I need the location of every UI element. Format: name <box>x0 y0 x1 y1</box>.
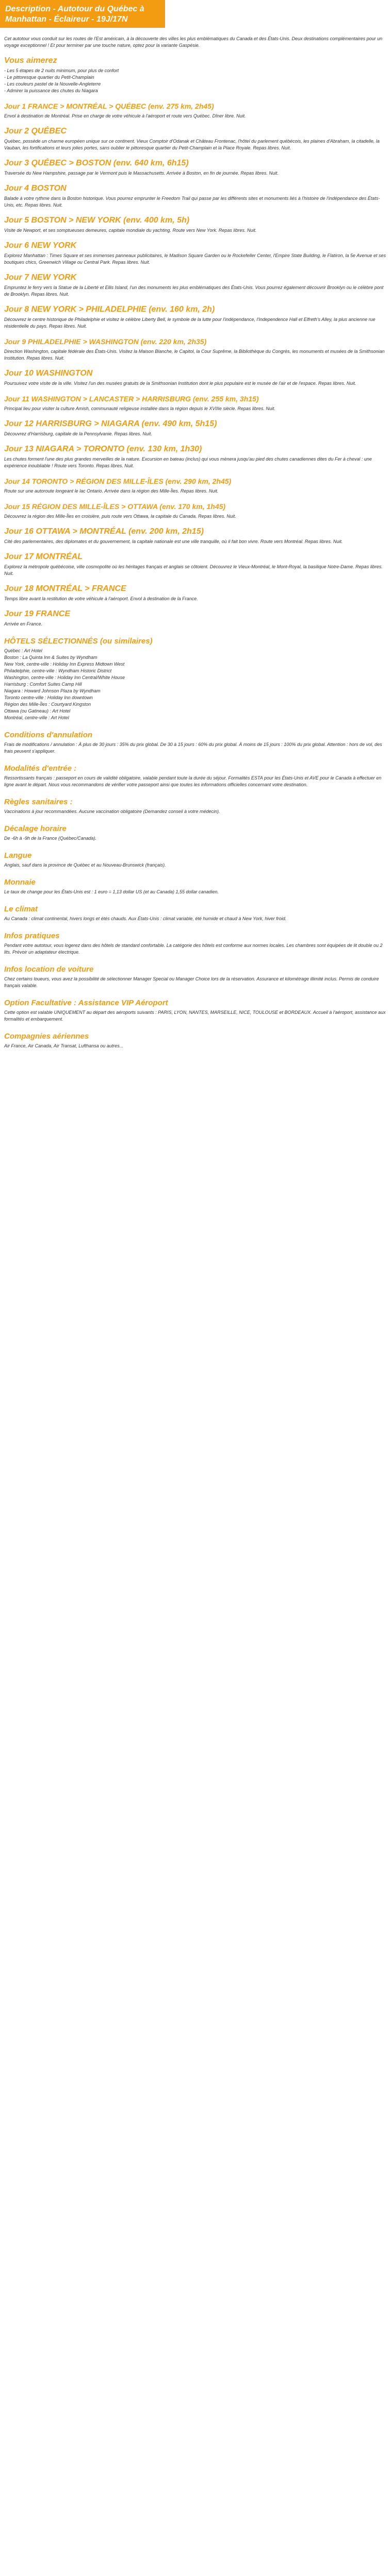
section-text: Pendant votre autotour, vous logerez dans des hôtels de standard confortable. La catégorie des hôtels est conforme aux normes locales. Les chambres sont équipées de lit double ou 2 lits. Prévoir un adaptateur électrique. <box>4 943 383 955</box>
day-heading: Jour 2 QUÉBEC <box>4 127 67 135</box>
section-text: Le taux de change pour les États-Unis est : 1 euro = 1,13 dollar US (et au Canada) 1,55 dollar canadien. <box>4 889 219 894</box>
hotel-item: Québec : Art Hotel <box>4 648 42 653</box>
day-description: Québec, possède un charme européen unique sur ce continent. Vieux Comptoir d'Odanak et Château Frontenac, l'hôtel du parlement québécois, les plaines d'Abraham, la citadelle, la Vauban, les fortifications et leurs jolies portes, sans oublier le pittoresque quartier du Petit-Champlain et la Place Royale. Repas libres. Nuit. <box>4 139 380 150</box>
section-heading: Modalités d'entrée : <box>4 764 77 773</box>
info-sections <box>0 731 391 1049</box>
section-heading: Règles sanitaires : <box>4 798 73 806</box>
page-title: Description - Autotour du Québec à Manhattan - Éclaireur - 19J/17N <box>5 5 144 24</box>
day-heading: Jour 10 WASHINGTON <box>4 369 93 378</box>
section-heading: Infos pratiques <box>4 931 60 940</box>
hotel-item: Philadelphie, centre-ville : Wyndham Historic District <box>4 668 112 673</box>
section-heading: Infos location de voiture <box>4 965 94 974</box>
section-text: Ressortissants français : passeport en cours de validité obligatoire, valable pendant toute la durée du séjour. Formalités ESTA pour les États-Unis et AVE pour le Canada à effectuer en ligne avant le départ. Nous vous recommandons de vérifier votre passeport ainsi que toutes les informations officielles concernant votre destination. <box>4 775 382 787</box>
section-heading: Langue <box>4 851 32 860</box>
day-heading: Jour 3 QUÉBEC > BOSTON (env. 640 km, 6h15) <box>4 159 189 167</box>
day-heading: Jour 12 HARRISBURG > NIAGARA (env. 490 km, 5h15) <box>4 419 217 428</box>
highlight-item: - Admirer la puissance des chutes du Niagara <box>4 88 98 93</box>
highlights-heading: Vous aimerez <box>4 56 57 65</box>
day-description: Principal lieu pour visiter la culture Amish, communauté religieuse installée dans la région depuis le XVIIIe siècle. Repas libres. Nuit. <box>4 406 275 411</box>
section-heading: Décalage horaire <box>4 824 67 833</box>
day-heading: Jour 14 TORONTO > RÉGION DES MILLE-ÎLES (env. 290 km, 2h45) <box>4 477 232 485</box>
section-heading: Conditions d'annulation <box>4 731 93 739</box>
days-list <box>0 101 391 628</box>
day-heading: Jour 9 PHILADELPHIE > WASHINGTON (env. 220 km, 2h35) <box>4 337 207 346</box>
hotel-item: Washington, centre-ville : Holiday Inn Central/White House <box>4 675 125 680</box>
day-description: Découvrez d'Harrisburg, capitale de la Pennsylvanie. Repas libres. Nuit. <box>4 431 152 436</box>
intro-text: Cet autotour vous conduit sur les routes de l'Est américain, à la découverte des villes les plus emblématiques du Canada et des États-Unis. Deux destinations complémentaires pour un voyage exceptionnel ! Et pour terminer par une touche nature, optez pour la variante Gaspésie. <box>4 36 383 48</box>
day-description: Balade à votre rythme dans la Boston historique. Vous pourrez emprunter le Freedom Trail qui passe par les différents sites et monuments liés à l'histoire de l'indépendance des États-Unis, etc. Repas libres. Nuit. <box>4 196 380 208</box>
section-text: Air France, Air Canada, Air Transat, Lufthansa ou autres... <box>4 1043 124 1048</box>
section-text: De -6h à -9h de la France (Québec/Canada). <box>4 836 97 841</box>
section-text: Cette option est valable UNIQUEMENT au départ des aéroports suivants : PARIS, LYON, NANTES, MARSEILLE, NICE, TOULOUSE et BORDEAUX. Accueil à l'aéroport, assistance aux formalités et embarquement. <box>4 1010 386 1022</box>
day-description: Visite de Newport, et ses somptueuses demeures, capitale mondiale du yachting. Route vers New York. Repas libres. Nuit. <box>4 228 257 233</box>
hotel-item: New York, centre-ville : Holiday Inn Express Midtown West <box>4 662 125 667</box>
hotels-heading: HÔTELS SÉLECTIONNÉS (ou similaires) <box>4 637 153 646</box>
day-heading: Jour 16 OTTAWA > MONTRÉAL (env. 200 km, 2h15) <box>4 527 204 536</box>
day-description: Traversée du New Hampshire, passage par le Vermont puis le Massachusetts. Arrivée à Boston, en fin de journée. Repas libres. Nuit. <box>4 171 279 176</box>
day-heading: Jour 7 NEW YORK <box>4 273 77 282</box>
section-heading: Option Facultative : Assistance VIP Aéroport <box>4 998 168 1007</box>
day-description: Découvrez le centre historique de Philadelphie et visitez le célèbre Liberty Bell, le symbole de la lutte pour l'indépendance, l'Independence Hall et Elfreth's Alley, la plus ancienne rue résidentielle du pays. Repas libres. Nuit. <box>4 317 376 329</box>
day-heading: Jour 19 FRANCE <box>4 609 71 618</box>
day-description: Poursuivez votre visite de la ville. Visitez l'un des musées gratuits de la Smithsonian Institution dont le plus populaire est le musée de l'air et de l'espace. Repas libres. Nuit. <box>4 381 356 386</box>
day-heading: Jour 11 WASHINGTON > LANCASTER > HARRISBURG (env. 255 km, 3h15) <box>4 395 259 403</box>
section-heading: Compagnies aériennes <box>4 1032 89 1041</box>
section-heading: Monnaie <box>4 878 36 887</box>
day-description: Découvrez la région des Mille-Îles en croisière, puis route vers Ottawa, la capitale du Canada. Repas libres. Nuit. <box>4 514 236 519</box>
section-text: Chez certains loueurs, vous avez la possibilité de sélectionner Manager Special ou Manager Choice lors de la réservation. Assurance et kilométrage illimité inclus. Permis de conduire français valable. <box>4 976 379 988</box>
hotel-item: Toronto centre-ville : Holiday Inn downtown <box>4 695 93 700</box>
day-heading: Jour 4 BOSTON <box>4 184 67 193</box>
day-heading: Jour 8 NEW YORK > PHILADELPHIE (env. 160 km, 2h) <box>4 305 215 314</box>
section-text: Frais de modifications / annulation : À plus de 30 jours : 35% du prix global. De 30 à 15 jours : 60% du prix global. À moins de 15 jours : 100% du prix global. Attention : hors de vol, des frais peuvent s'appliquer. <box>4 742 382 754</box>
day-heading: Jour 15 RÉGION DES MILLE-ÎLES > OTTAWA (env. 170 km, 1h45) <box>4 502 226 511</box>
section-text: Vaccinations à jour recommandées. Aucune vaccination obligatoire (Demandez conseil à votre médecin). <box>4 809 220 814</box>
day-description: Arrivée en France. <box>4 621 43 626</box>
hotel-item: Harrisburg : Comfort Suites Camp Hill <box>4 682 82 687</box>
day-description: Cité des parlementaires, des diplomates et du gouvernement, la capitale nationale est une ville tranquille, où il fait bon vivre. Route vers Montréal. Repas libres. Nuit. <box>4 539 343 544</box>
hotel-item: Région des Mille-Îles : Courtyard Kingston <box>4 702 91 707</box>
title-banner <box>0 0 165 28</box>
highlights-list <box>4 67 387 94</box>
hotel-item: Boston : La Quinta Inn & Suites by Wyndham <box>4 655 97 660</box>
day-heading: Jour 18 MONTRÉAL > FRANCE <box>4 584 126 593</box>
section-heading: Le climat <box>4 905 38 913</box>
day-description: Route sur une autoroute longeant le lac Ontario. Arrivée dans la région des Mille-Îles. Repas libres. Nuit. <box>4 488 219 494</box>
highlight-item: - Le pittoresque quartier du Petit-Champlain <box>4 75 94 80</box>
day-heading: Jour 17 MONTRÉAL <box>4 552 83 561</box>
hotel-item: Montréal, centre-ville : Art Hotel <box>4 715 69 720</box>
day-description: Explorez Manhattan : Times Square et ses immenses panneaux publicitaires, le Madison Square Garden ou le Rockefeller Center, l'Empire State Building, le Flatiron, la 5e Avenue et ses boutiques chics, Greenwich Village ou Central Park. Repas libres. Nuit. <box>4 253 386 265</box>
day-description: Envol à destination de Montréal. Prise en charge de votre véhicule à l'aéroport et route vers Québec. Dîner libre. Nuit. <box>4 113 246 118</box>
highlight-item: - Les couleurs pastel de la Nouvelle-Angleterre <box>4 81 101 87</box>
hotel-item: Ottawa (ou Gatineau) : Art Hotel <box>4 708 71 714</box>
highlight-item: - Les 5 étapes de 2 nuits minimum, pour plus de confort <box>4 68 119 73</box>
day-heading: Jour 1 FRANCE > MONTRÉAL > QUÉBEC (env. 275 km, 2h45) <box>4 102 214 110</box>
day-heading: Jour 5 BOSTON > NEW YORK (env. 400 km, 5h) <box>4 216 190 225</box>
section-text: Anglais, sauf dans la province de Québec et au Nouveau-Brunswick (français). <box>4 862 166 868</box>
section-text: Au Canada : climat continental, hivers longs et étés chauds. Aux États-Unis : climat variable, été humide et chaud à New York, hiver froid. <box>4 916 287 921</box>
day-heading: Jour 6 NEW YORK <box>4 241 77 250</box>
day-description: Explorez la métropole québécoise, ville cosmopolite où les héritages français et anglais se côtoient. Découvrez le Vieux-Montréal, le Mont-Royal, la basilique Notre-Dame. Repas libres. Nuit. <box>4 564 383 576</box>
day-description: Direction Washington, capitale fédérale des États-Unis. Visitez la Maison Blanche, le Capitol, la Cour Suprême, la Bibliothèque du Congrès, les monuments et musées de la Smithsonian Institution. Repas libres. Nuit. <box>4 349 385 361</box>
day-description: Les chutes forment l'une des plus grandes merveilles de la nature. Excursion en bateau (inclus) qui vous mènera jusqu'au pied des chutes canadiennes dites du Fer à cheval : une expérience inoubliable ! Route vers Toronto. Repas libres. Nuit. <box>4 456 372 468</box>
hotel-item: Niagara : Howard Johnson Plaza by Wyndham <box>4 688 101 693</box>
hotels-list <box>4 648 387 721</box>
day-description: Temps libre avant la restitution de votre véhicule à l'aéroport. Envol à destination de la France. <box>4 596 198 601</box>
day-heading: Jour 13 NIAGARA > TORONTO (env. 130 km, 1h30) <box>4 445 202 453</box>
day-description: Empruntez le ferry vers la Statue de la Liberté et Ellis Island, l'un des monuments les plus emblématiques des États-Unis. Vous pourrez également découvrir Brooklyn ou le célèbre pont de Brooklyn. Repas libres. Nuit. <box>4 285 384 297</box>
